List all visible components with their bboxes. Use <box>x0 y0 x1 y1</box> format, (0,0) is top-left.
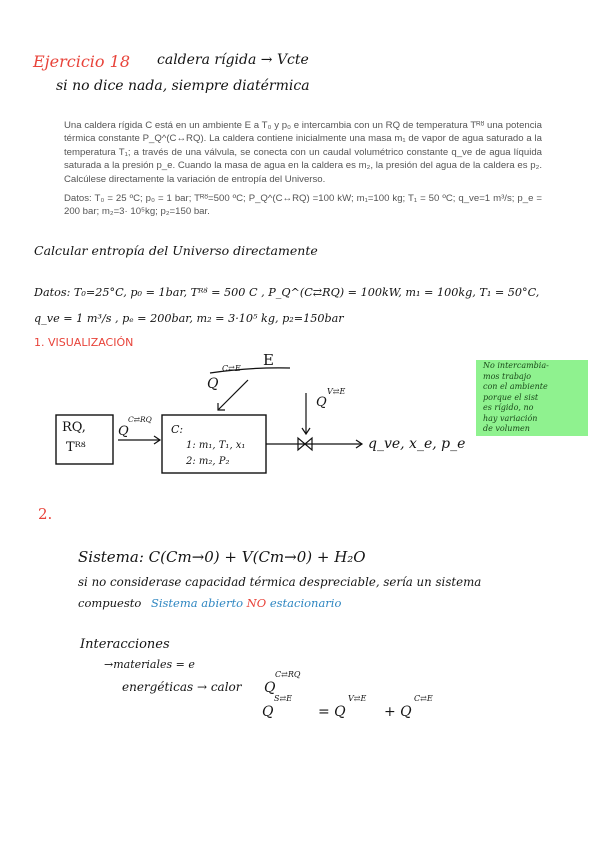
boiler-state-2: 2: m₂, P₂ <box>186 456 230 467</box>
stationary-label: estacionario <box>269 596 342 610</box>
problem-statement: Una caldera rígida C está en un ambiente E a T₀ y p₀ e intercambia con un RQ de temperatura Tᴿᴽ una potencia térmica constante P_Q^(C↔RQ). La caldera contiene inicialmente una masa m₁ de vapor de agua saturado a la temperatura T₁; a través de una válvula, se conecta con un caudal volumétrico constante q_ve de agua líquida saturada a la presión p_e. Cuando la masa de agua en la caldera es m₂, la presión del agua de la caldera es p₂. Calcúlese directamente la variación de entropía del Universo. <box>64 120 542 185</box>
green-note-line: hay variación <box>483 413 538 423</box>
green-note-line: porque el sist <box>483 392 539 402</box>
heat-rq-sup: C⇄RQ <box>275 670 301 679</box>
boiler-state-1: 1: m₁, T₁, x₁ <box>186 440 246 451</box>
material-interactions: →materiales = e <box>104 658 195 671</box>
heat-balance-mid-sup: V⇄E <box>348 694 367 703</box>
heat-rq-symbol: Q <box>264 680 276 696</box>
green-note-line: es rígido, no <box>483 403 534 412</box>
system-note-1: si no considerase capacidad térmica despreciable, sería un sistema <box>78 575 482 589</box>
system-note-2 <box>78 596 341 610</box>
reservoir-label: RQ, <box>62 420 86 435</box>
heat-balance-mid: = Q <box>318 704 346 720</box>
heat-balance-left-sup: S⇄E <box>274 694 293 703</box>
heat-balance-left: Q <box>262 704 274 720</box>
environment-label: E <box>263 351 274 369</box>
valve-heat-label: Q <box>316 395 327 410</box>
step-2: 2. <box>38 505 53 523</box>
rq-heat-label: Q <box>118 424 129 439</box>
valve-heat-label-sup: V⇄E <box>327 387 346 396</box>
compound-word: compuesto <box>78 596 142 610</box>
outlet-label: q_ve, x_e, p_e <box>368 436 466 452</box>
given-data-line-1: Datos: T₀=25°C, p₀ = 1bar, Tᴿᴽ = 500 C , P_Q^(C⇄RQ) = 100kW, m₁ = 100kg, T₁ = 50°C, <box>34 286 540 299</box>
boiler-label: C: <box>171 423 184 436</box>
env-heat-label: Q <box>207 376 219 392</box>
open-system-label: Sistema abierto <box>150 596 243 610</box>
topic-note: caldera rígida → Vcte <box>157 52 309 68</box>
interactions-title: Interacciones <box>80 637 170 652</box>
env-heat-arrow <box>218 380 248 410</box>
green-note-line: de volumen <box>483 424 530 433</box>
step-visualization: 1. VISUALIZACIÓN <box>34 336 134 349</box>
rq-heat-label-sup: C⇄RQ <box>128 415 152 424</box>
given-data-line-2: q_ve = 1 m³/s , pₑ = 200bar, m₂ = 3·10⁵ kg, p₂=150bar <box>34 312 344 325</box>
heat-balance-right-sup: C⇄E <box>414 694 433 703</box>
green-note-line: mos trabajo <box>483 371 532 381</box>
heat-balance-plus: + Q <box>384 704 412 720</box>
env-heat-label-sup: C⇄E <box>222 364 241 373</box>
system-definition: Sistema: C(Cm→0) + V(Cm→0) + H₂O <box>78 548 366 566</box>
green-note-line: No intercambia- <box>483 361 549 370</box>
reservoir-temp: Tᴿᴽ <box>66 440 86 455</box>
problem-data: Datos: T₀ = 25 ºC; p₀ = 1 bar; Tᴿᴽ=500 ºC; P_Q^(C↔RQ) =100 kW; m₁=100 kg; T₁ = 50 ºC; q_ve=1 m³/s; p_e = 200 bar; m₂=3· 10⁵kg; p₂=150 bar. <box>64 193 542 218</box>
green-note-line: con el ambiente <box>483 382 548 391</box>
diathermal-note: si no dice nada, siempre diatérmica <box>56 78 310 94</box>
goal-line: Calcular entropía del Universo directamente <box>34 243 318 258</box>
exercise-title: Ejercicio 18 <box>33 52 130 71</box>
energy-interactions: energéticas → calor <box>122 680 242 694</box>
not-label: NO <box>246 596 267 610</box>
